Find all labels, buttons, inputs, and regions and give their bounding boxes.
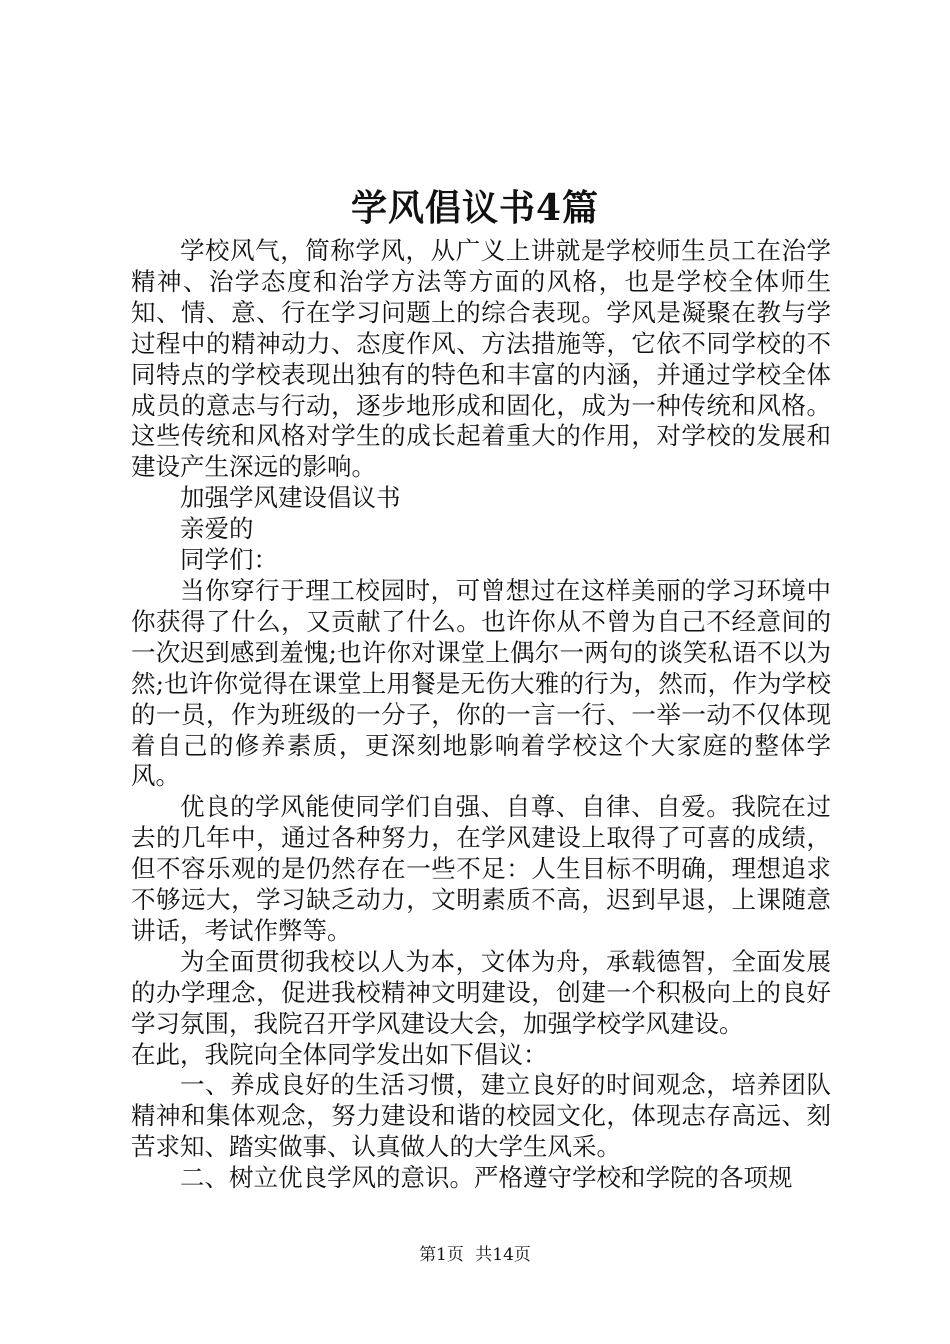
document-title: 学风倡议书4篇 <box>350 187 600 229</box>
paragraph-study-style: 优良的学风能使同学们自强、自尊、自律、自爱。我院在过去的几年中，通过各种努力，在学风建设上取得了可喜的成绩，但不容乐观的是仍然存在一些不足：人生目标不明确，理想追求不够远大，学习缺乏动力，文明素质不高，迟到早退，上课随意讲话，考试作弊等。 <box>131 792 831 945</box>
paragraph-proposal-2: 二、树立优良学风的意识。严格遵守学校和学院的各项规 <box>180 1163 793 1193</box>
page-number: 第1页 共14页 <box>419 1245 531 1265</box>
paragraph-proposal-intro: 在此，我院向全体同学发出如下倡议： <box>131 1039 548 1069</box>
paragraph-intro: 学校风气，简称学风，从广义上讲就是学校师生员工在治学精神、治学态度和治学方法等方面的风格，也是学校全体师生知、情、意、行在学习问题上的综合表现。学风是凝聚在教与学过程中的精神动力、态度作风、方法措施等，它依不同学校的不同特点的学校表现出独有的特色和丰富的内涵，并通过学校全体成员的意志与行动，逐步地形成和固化，成为一种传统和风格。这些传统和风格对学生的成长起着重大的作用，对学校的发展和建设产生深远的影响。 <box>131 236 831 482</box>
paragraph-campus: 当你穿行于理工校园时，可曾想过在这样美丽的学习环境中你获得了什么，又贡献了什么。也许你从不曾为自己不经意间的一次迟到感到羞愧;也许你对课堂上偶尔一两句的谈笑私语不以为然;也许你觉得在课堂上用餐是无伤大雅的行为，然而，作为学校的一员，作为班级的一分子，你的一言一行、一举一动不仅体现着自己的修养素质，更深刻地影响着学校这个大家庭的整体学风。 <box>131 575 831 791</box>
document-body <box>131 236 831 1194</box>
paragraph-proposal-1: 一、养成良好的生活习惯，建立良好的时间观念，培养团队精神和集体观念，努力建设和谐的校园文化，体现志存高远、刻苦求知、踏实做事、认真做人的大学生风采。 <box>131 1070 831 1162</box>
paragraph-salutation-line1: 亲爱的 <box>180 514 254 544</box>
paragraph-salutation-line2: 同学们： <box>180 545 278 575</box>
paragraph-subheading: 加强学风建设倡议书 <box>180 483 401 513</box>
paragraph-purpose: 为全面贯彻我校以人为本，文体为舟，承载德智，全面发展的办学理念，促进我校精神文明建设，创建一个积极向上的良好学习氛围，我院召开学风建设大会，加强学校学风建设。 <box>131 946 831 1038</box>
